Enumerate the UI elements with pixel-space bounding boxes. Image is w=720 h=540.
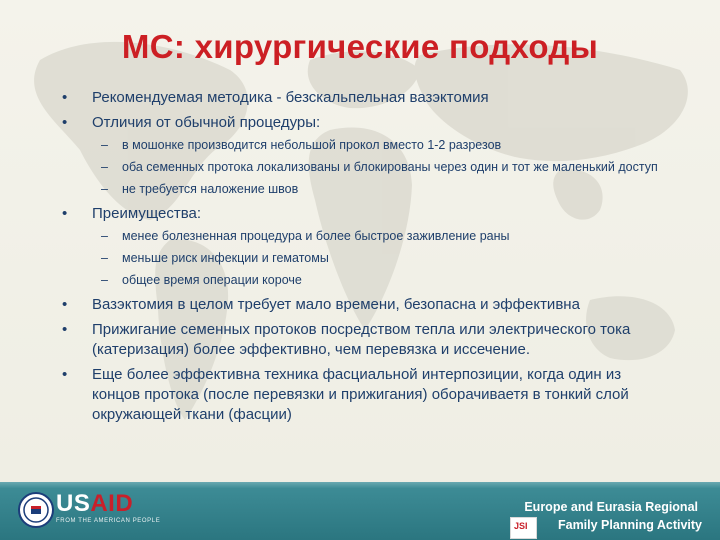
sub-text: не требуется наложение швов (122, 182, 299, 196)
dash-icon: – (101, 160, 108, 174)
bullet-icon: • (62, 366, 68, 383)
org-name-line1: Europe and Eurasia Regional (524, 500, 698, 514)
bullet-item (60, 88, 670, 108)
jsi-logo (510, 517, 537, 539)
slide-title: МС: хирургические подходы (121, 28, 599, 65)
org-name-line2: Family Planning Activity (557, 518, 702, 532)
sub-text: менее болезненная процедура и более быстрое заживление раны (122, 229, 510, 243)
sub-item (60, 160, 670, 174)
sub-item (60, 138, 670, 152)
footer-strip (0, 482, 720, 488)
sub-text: меньше риск инфекции и гематомы (122, 251, 329, 265)
bullet-item (60, 320, 670, 360)
sub-text: оба семенных протока локализованы и блокированы через один и тот же маленький доступ (122, 160, 658, 174)
bullet-icon: • (62, 321, 68, 338)
bullet-text: Еще более эффективна техника фасциальной интерпозиции, когда один из концов протока (после перевязки и прижигания) оборачиваетя в тонкий слой окружающей ткани (фасции) (92, 366, 629, 423)
bullet-text: Преимущества: (92, 205, 202, 222)
bullet-text: Вазэктомия в целом требует мало времени, безопасна и эффективна (92, 296, 580, 313)
sub-item (60, 182, 670, 196)
bullet-icon: • (62, 205, 68, 222)
jsi-mark: JSI (514, 521, 528, 531)
sub-item (60, 251, 670, 265)
bullet-icon: • (62, 114, 68, 131)
bullet-item (60, 113, 670, 133)
bullet-item (60, 204, 670, 224)
bullet-item (60, 295, 670, 315)
usaid-us: US (56, 490, 91, 517)
dash-icon: – (101, 273, 108, 287)
bullet-text: Прижигание семенных протоков посредством тепла или электрического тока (катеризация) более эффективно, чем перевязка и иссечение. (92, 321, 631, 358)
bullet-icon: • (62, 296, 68, 313)
sub-text: в мошонке производится небольшой прокол вместо 1-2 разрезов (122, 138, 502, 152)
usaid-aid: AID (90, 490, 134, 517)
bullet-list (60, 88, 670, 430)
sub-list (60, 229, 670, 287)
dash-icon: – (101, 138, 108, 152)
bullet-icon: • (62, 89, 68, 106)
sub-item (60, 229, 670, 243)
sub-list (60, 138, 670, 196)
bullet-text: Рекомендуемая методика - безскальпельная вазэктомия (92, 89, 489, 106)
usaid-logo (56, 490, 133, 518)
bullet-item (60, 365, 670, 425)
usaid-seal-icon (18, 492, 54, 528)
dash-icon: – (101, 229, 108, 243)
bullet-text: Отличия от обычной процедуры: (92, 114, 321, 131)
dash-icon: – (101, 251, 108, 265)
sub-item (60, 273, 670, 287)
sub-text: общее время операции короче (122, 273, 302, 287)
dash-icon: – (101, 182, 108, 196)
usaid-tagline: FROM THE AMERICAN PEOPLE (56, 518, 161, 524)
